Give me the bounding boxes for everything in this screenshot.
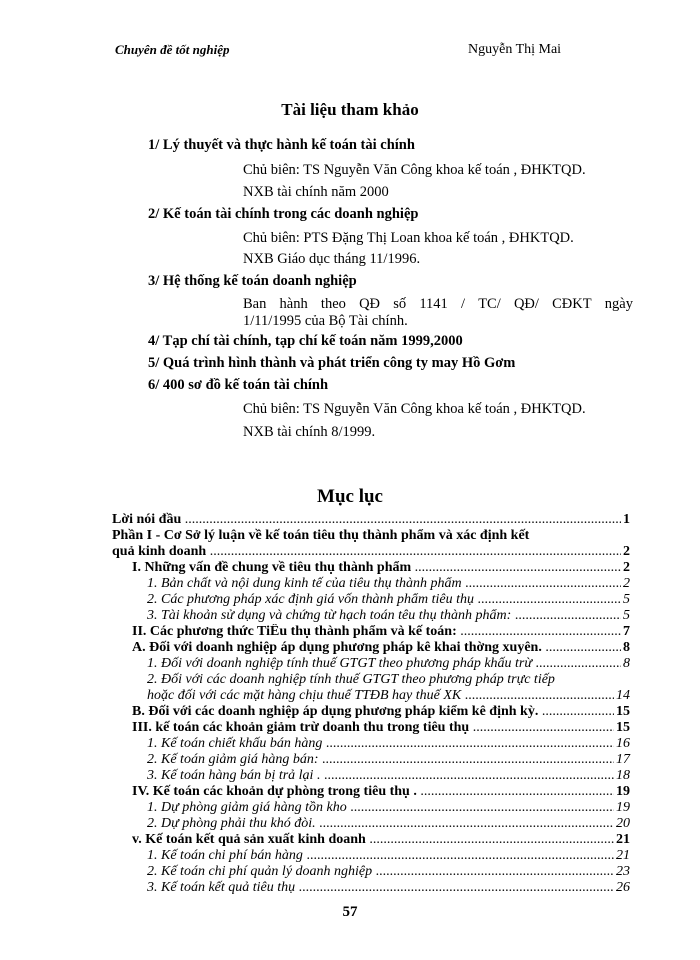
toc-entry: 2. Các phương pháp xác định giá vốn thành phẩm tiêu thụ ..... 5: [112, 592, 630, 608]
toc-entry: quả kinh doanh ..... 2: [112, 544, 630, 560]
reference-3-date: 1/11/1995 của Bộ Tài chính.: [243, 313, 408, 329]
toc-entry: I. Những vấn đề chung về tiêu thụ thành phẩm ..... 2: [112, 560, 630, 576]
toc-entry: 3. Kế toán hàng bán bị trả lại . ..... 18: [112, 768, 630, 784]
toc-entry: Lời nói đầu ..... 1: [112, 512, 630, 528]
reference-4-heading: 4/ Tạp chí tài chính, tạp chí kế toán năm 1999,2000: [148, 333, 463, 349]
toc-entry: v. Kế toán kết quả sản xuất kinh doanh ..... 21: [112, 832, 630, 848]
reference-3-issuer: Ban hành theo QĐ số 1141 / TC/ QĐ/ CĐKT ngày: [243, 296, 633, 312]
reference-2-heading: 2/ Kế toán tài chính trong các doanh nghiệp: [148, 206, 419, 222]
page-number: 57: [342, 904, 358, 920]
reference-6-heading: 6/ 400 sơ đồ kế toán tài chính: [148, 377, 329, 393]
toc-entry: 1. Kế toán chiết khấu bán hàng ..... 16: [112, 736, 630, 752]
toc-entry-line: 2. Đối với các doanh nghiệp tính thuế GTGT theo phương pháp trực tiếp: [147, 672, 555, 687]
toc-entry-line: Phần I - Cơ Sở lý luận về kế toán tiêu thụ thành phẩm và xác định kết: [112, 528, 530, 543]
toc-entry: 3. Tài khoản sử dụng và chứng từ hạch toán têu thụ thành phẩm: ..... 5: [112, 608, 630, 624]
references-title: Tài liệu tham khảo: [281, 100, 419, 119]
reference-2-editor: Chủ biên: PTS Đặng Thị Loan khoa kế toán , ĐHKTQD.: [243, 230, 574, 246]
reference-3-heading: 3/ Hệ thống kế toán doanh nghiệp: [148, 273, 357, 289]
toc-entry: 2. Dự phòng phải thu khó đòi. ..... 20: [112, 816, 630, 832]
toc-entry: 1. Kế toán chi phí bán hàng ..... 21: [112, 848, 630, 864]
toc-entry: 2. Kế toán giảm giá hàng bán: ..... 17: [112, 752, 630, 768]
reference-6-publisher: NXB tài chính 8/1999.: [243, 424, 376, 440]
toc-entry: 2. Kế toán chi phí quản lý doanh nghiệp ..... 23: [112, 864, 630, 880]
toc-entry: A. Đối với doanh nghiệp áp dụng phương pháp kê khai thờng xuyên. ..... 8: [112, 640, 630, 656]
toc-entry: II. Các phương thức TiÊu thụ thành phẩm và kế toán: ..... 7: [112, 624, 630, 640]
toc-entry: 1. Bản chất và nội dung kinh tế của tiêu thụ thành phẩm ..... 2: [112, 576, 630, 592]
toc-entry: IV. Kế toán các khoản dự phòng trong tiêu thụ . ..... 19: [112, 784, 630, 800]
toc-entry: III. kế toán các khoản giảm trừ doanh thu trong tiêu thụ ..... 15: [112, 720, 630, 736]
reference-1-editor: Chủ biên: TS Nguyễn Văn Công khoa kế toán , ĐHKTQD.: [243, 162, 586, 178]
reference-5-heading: 5/ Quá trình hình thành và phát triển công ty may Hồ Gơm: [148, 355, 516, 371]
toc-entry: 1. Dự phòng giảm giá hàng tồn kho ..... 19: [112, 800, 630, 816]
reference-1-heading: 1/ Lý thuyết và thực hành kế toán tài chính: [148, 137, 415, 153]
toc-title: Mục lục: [317, 486, 383, 507]
header-author: Nguyễn Thị Mai: [468, 42, 562, 57]
toc-entry: 3. Kế toán kết quả tiêu thụ ..... 26: [112, 880, 630, 896]
reference-2-publisher: NXB Giáo dục tháng 11/1996.: [243, 251, 421, 267]
table-of-contents: [112, 512, 630, 896]
toc-entry: hoặc đối với các mặt hàng chịu thuế TTĐB hay thuế XK ..... 14: [112, 688, 630, 704]
toc-entry: B. Đối với các doanh nghiệp áp dụng phương pháp kiểm kê định kỳ. ..... 15: [112, 704, 630, 720]
reference-6-editor: Chủ biên: TS Nguyễn Văn Công khoa kế toán , ĐHKTQD.: [243, 401, 586, 417]
toc-entry: 1. Đối với doanh nghiệp tính thuế GTGT theo phương pháp khấu trừ ..... 8: [112, 656, 630, 672]
reference-1-publisher: NXB tài chính năm 2000: [243, 184, 389, 200]
header-document-type: Chuyên đề tốt nghiệp: [115, 42, 230, 57]
